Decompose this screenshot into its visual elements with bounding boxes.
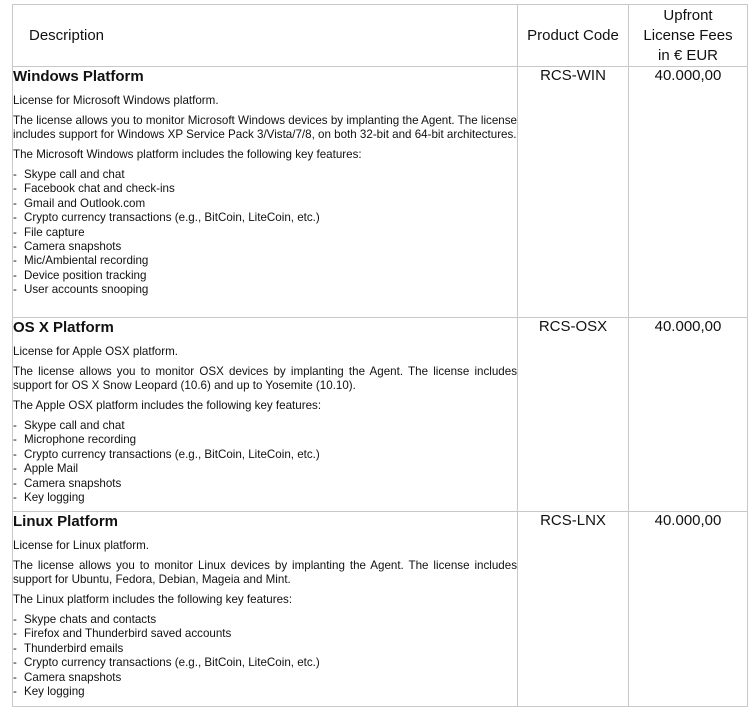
feature-item: - Camera snapshots [13,240,122,254]
feature-item: - Key logging [13,491,85,505]
table-header-row [13,5,748,67]
feature-item: - Gmail and Outlook.com [13,196,146,210]
header-product-code: Product Code [518,5,629,67]
detail-text: The license allows you to monitor OSX devices by implanting the Agent. The license includes support for OS X Snow Leopard (10.6) and up to Yosemite (10.10). [13,365,517,392]
description-cell [13,318,518,512]
feature-item: - Camera snapshots [13,670,122,684]
header-fee-line2: License Fees [643,26,733,44]
header-fee-line3: in € EUR [657,46,719,64]
table-row-osx [13,318,748,512]
feature-list [13,613,517,699]
feature-list [13,168,517,298]
license-price-table [12,4,748,707]
product-code: RCS-LNX [518,512,629,707]
description-cell [13,512,518,707]
feature-item: - Thunderbird emails [13,641,124,655]
features-intro: The Microsoft Windows platform includes the following key features: [13,148,362,161]
feature-item: - Key logging [13,685,85,699]
feature-item: - Device position tracking [13,268,147,282]
detail-text: The license allows you to monitor Microsoft Windows devices by implanting the Agent. The license includes support for Windows XP Service Pack 3/Vista/7/8, on both 32-bit and 64-bit architectures. [13,114,517,141]
platform-title: Linux Platform [13,513,119,530]
feature-item: - Crypto currency transactions (e.g., BitCoin, LiteCoin, etc.) [13,447,320,461]
product-code: RCS-WIN [518,67,629,318]
license-text: License for Microsoft Windows platform. [13,94,219,107]
feature-item: - Apple Mail [13,462,79,476]
description-cell [13,67,518,318]
product-code: RCS-OSX [518,318,629,512]
table-row-linux [13,512,748,707]
feature-item: - Facebook chat and check-ins [13,182,175,196]
feature-item: - Skype call and chat [13,168,125,181]
features-intro: The Linux platform includes the following key features: [13,593,293,606]
header-license-fees [629,5,748,67]
feature-item: - Mic/Ambiental recording [13,254,149,268]
feature-item: - Crypto currency transactions (e.g., BitCoin, LiteCoin, etc.) [13,656,320,670]
features-intro: The Apple OSX platform includes the following key features: [13,399,322,412]
license-fee: 40.000,00 [629,318,748,512]
feature-item: - Microphone recording [13,433,137,447]
license-fee: 40.000,00 [629,67,748,318]
header-description: Description [13,5,518,67]
detail-text: The license allows you to monitor Linux devices by implanting the Agent. The license includes support for Ubuntu, Fedora, Debian, Mageia and Mint. [13,559,517,586]
platform-title: OS X Platform [13,319,114,336]
feature-item: - User accounts snooping [13,283,149,297]
platform-title: Windows Platform [13,68,144,85]
table-row-windows [13,67,748,318]
license-text: License for Linux platform. [13,539,149,552]
feature-item: - File capture [13,225,85,239]
feature-item: - Skype chats and contacts [13,613,157,626]
header-fee-line1: Upfront [663,6,713,24]
feature-item: - Skype call and chat [13,419,125,432]
license-fee: 40.000,00 [629,512,748,707]
feature-list [13,419,517,505]
license-text: License for Apple OSX platform. [13,345,178,358]
feature-item: - Camera snapshots [13,476,122,490]
feature-item: - Crypto currency transactions (e.g., BitCoin, LiteCoin, etc.) [13,211,320,225]
feature-item: - Firefox and Thunderbird saved accounts [13,627,232,641]
